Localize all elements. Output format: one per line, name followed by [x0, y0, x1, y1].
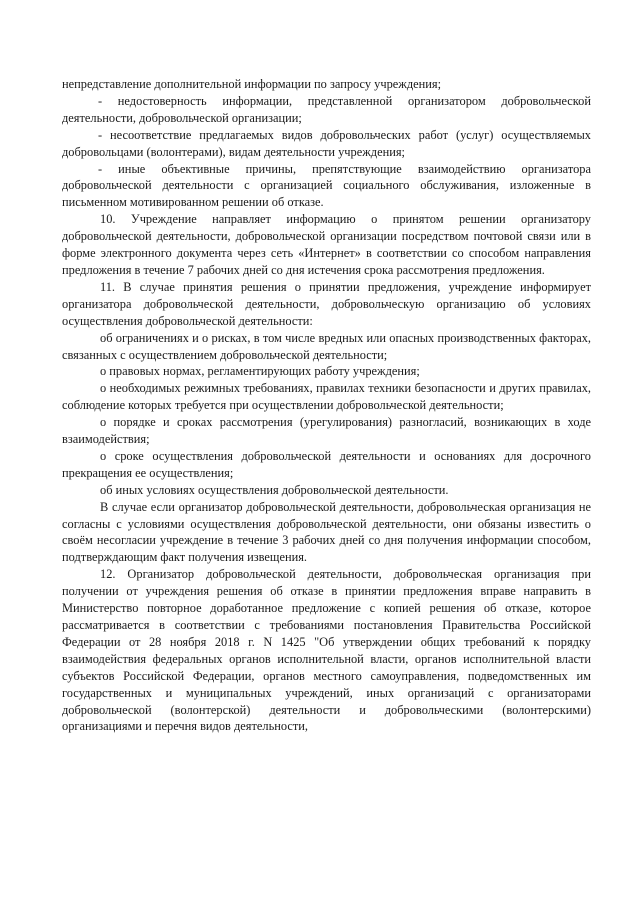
paragraph-14: 12. Организатор добровольческой деятельности, добровольческая организация при получении от учреждения решения об отказе в принятии предложения вправе направить в Министерство повторное доработанное предложение с копией решения об отказе, которое рассматривается в соответствии с требованиями постановления Правительства Российской Федерации от 28 ноября 2018 г. N 1425 "Об утверждении общих требований к порядку взаимодействия федеральных органов исполнительной власти, органов исполнительной власти субъектов Российской Федерации, органов местного самоуправления, подведомственных им государственных и муниципальных учреждений, иных организаций с организаторами добровольческой (волонтерской) деятельности и добровольческими (волонтерскими) организациями и перечня видов деятельности, — [62, 567, 591, 734]
paragraph-2: - недостоверность информации, представленной организатором добровольческой деятельности, добровольческой организации; — [62, 93, 591, 125]
paragraph-11: о сроке осуществления добровольческой деятельности и основаниях для досрочного прекращения ее осуществления; — [62, 448, 591, 480]
document-body — [62, 76, 591, 735]
paragraph-7: об ограничениях и о рисках, в том числе вредных или опасных производственных факторах, связанных с осуществлением добровольческой деятельности; — [62, 330, 591, 362]
paragraph-13: В случае если организатор добровольческой деятельности, добровольческая организация не согласны с условиями осуществления добровольческой деятельности, они обязаны известить о своём несогласии учреждение в течение 3 рабочих дней со дня получения информации способом, подтверждающим факт получения извещения. — [62, 499, 591, 565]
paragraph-3: - несоответствие предлагаемых видов добровольческих работ (услуг) осуществляемых добровольцами (волонтерами), видам деятельности учреждения; — [62, 127, 591, 159]
paragraph-8: о правовых нормах, регламентирующих работу учреждения; — [100, 364, 420, 379]
paragraph-9: о необходимых режимных требованиях, правилах техники безопасности и других правилах, соблюдение которых требуется при осуществлении добровольческой деятельности; — [62, 381, 591, 413]
paragraph-1: непредставление дополнительной информации по запросу учреждения; — [62, 77, 442, 91]
paragraph-4: - иные объективные причины, препятствующие взаимодействию организатора добровольческой деятельности с организацией социального обслуживания, изложенные в письменном мотивированном решении об отказе. — [62, 161, 591, 210]
paragraph-6: 11. В случае принятия решения о принятии предложения, учреждение информирует организатора добровольческой деятельности, добровольческую организацию об условиях осуществления добровольческой деятельности: — [62, 279, 591, 328]
paragraph-10: о порядке и сроках рассмотрения (урегулирования) разногласий, возникающих в ходе взаимодействия; — [62, 415, 591, 447]
paragraph-12: об иных условиях осуществления добровольческой деятельности. — [100, 482, 449, 497]
paragraph-5: 10. Учреждение направляет информацию о принятом решении организатору добровольческой деятельности, добровольческой организации посредством почтовой связи или в форме электронного документа через сеть «Интернет» в соответствии со способом направления предложения в течение 7 рабочих дней со дня истечения срока рассмотрения предложения. — [62, 212, 591, 277]
